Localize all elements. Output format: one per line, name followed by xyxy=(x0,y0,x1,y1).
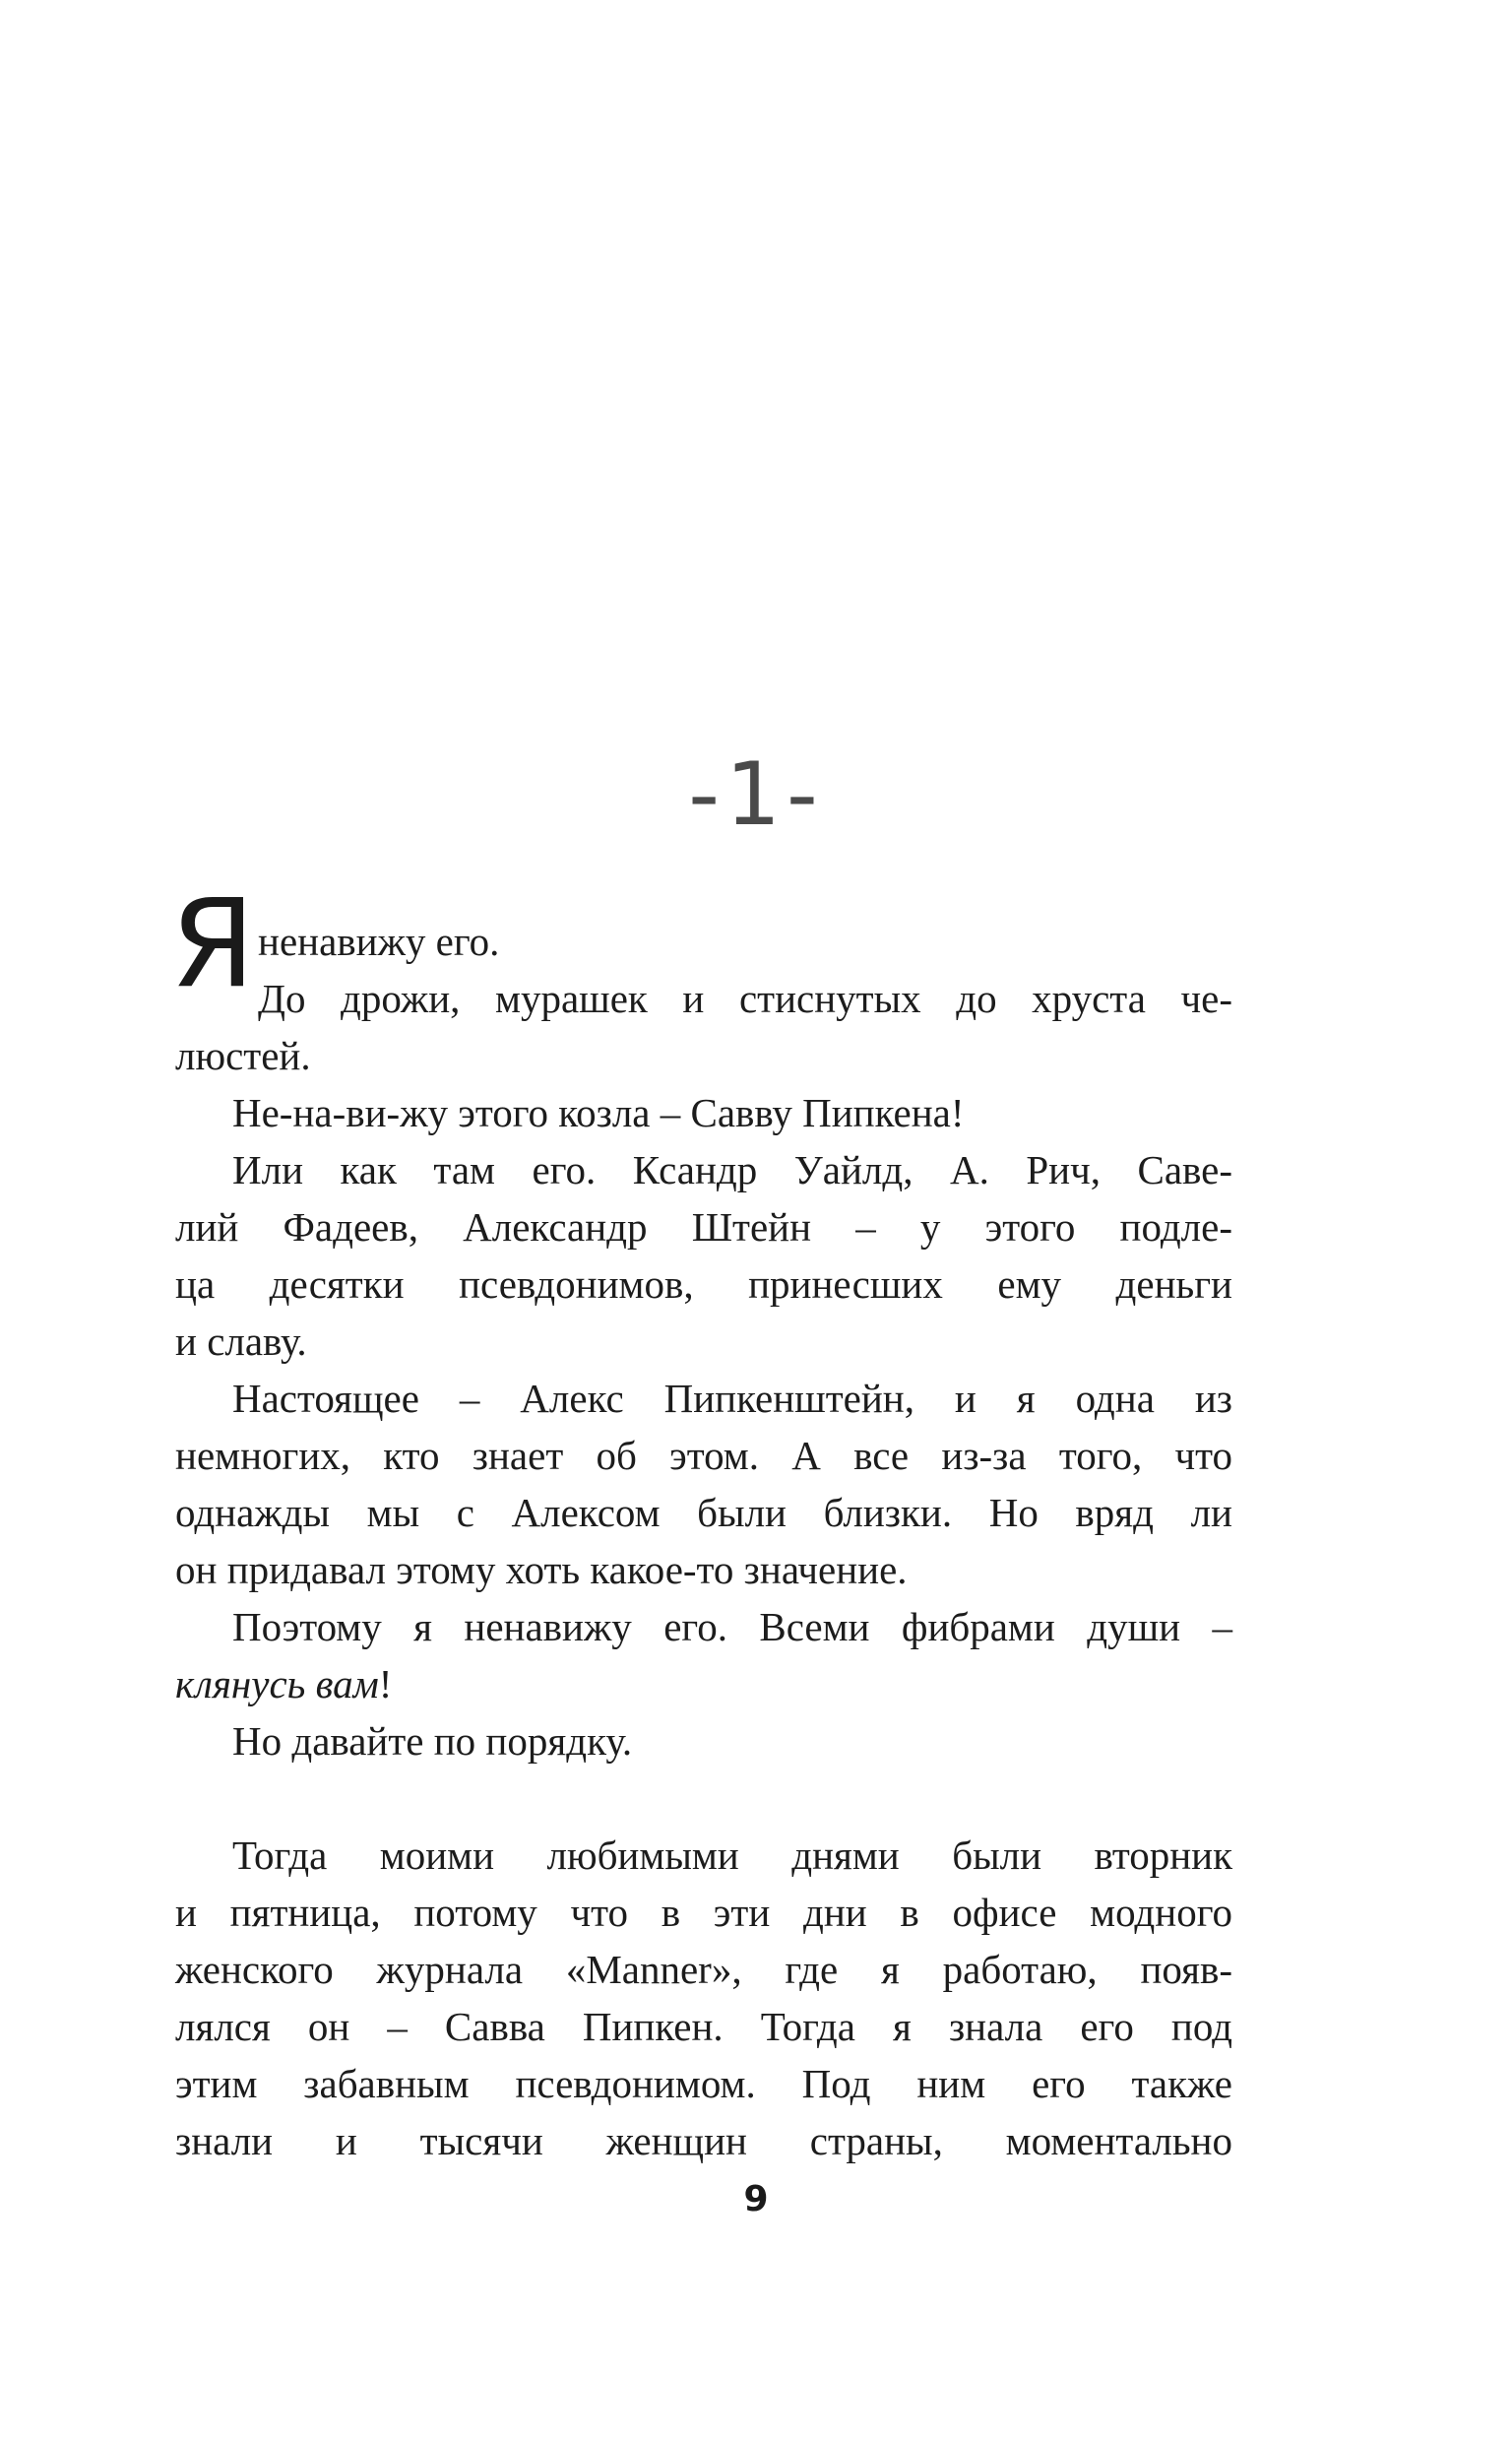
text-line: немногих, кто знает об этом. А все из-за того, что xyxy=(175,1433,1232,1478)
text-line: До дрожи, мурашек и стиснутых до хруста че- xyxy=(258,976,1232,1021)
text-line: люстей. xyxy=(175,1033,311,1078)
text-line: Тогда моими любимыми днями были вторник xyxy=(232,1832,1232,1878)
text-line: и славу. xyxy=(175,1318,307,1364)
text-line: Или как там его. Ксандр Уайлд, А. Рич, Саве- xyxy=(232,1147,1232,1192)
page-number: 9 xyxy=(743,2179,769,2219)
text-line: знали и тысячи женщин страны, моментально xyxy=(175,2118,1232,2163)
drop-cap: Я xyxy=(170,873,256,1015)
italic-phrase: клянусь вам xyxy=(175,1661,379,1706)
punctuation: ! xyxy=(378,1661,393,1706)
text-line: этим забавным псевдонимом. Под ним его также xyxy=(175,2061,1232,2106)
text-line: ненавижу его. xyxy=(258,919,500,964)
text-line: Но давайте по порядку. xyxy=(232,1718,633,1764)
text-line: ца десятки псевдонимов, принесших ему деньги xyxy=(175,1261,1232,1307)
section-break xyxy=(175,1769,1232,1827)
chapter-text xyxy=(175,913,1232,2169)
text-line: Поэтому я ненавижу его. Всеми фибрами души – xyxy=(232,1604,1232,1649)
text-line xyxy=(175,1655,1232,1712)
text-line: однажды мы с Алексом были близки. Но вряд ли xyxy=(175,1490,1232,1535)
text-line: лий Фадеев, Александр Штейн – у этого подле- xyxy=(175,1204,1232,1250)
text-line: Не-на-ви-жу этого козла – Савву Пипкена! xyxy=(232,1090,965,1135)
text-line: он придавал этому хоть какое-то значение. xyxy=(175,1547,908,1592)
text-line: лялся он – Савва Пипкен. Тогда я знала его под xyxy=(175,2004,1232,2049)
text-line: и пятница, потому что в эти дни в офисе модного xyxy=(175,1890,1232,1935)
text-line: женского журнала «Manner», где я работаю, появ- xyxy=(175,1947,1232,1992)
text-line: Настоящее – Алекс Пипкенштейн, и я одна из xyxy=(232,1376,1232,1421)
chapter-heading: -1- xyxy=(688,743,824,845)
